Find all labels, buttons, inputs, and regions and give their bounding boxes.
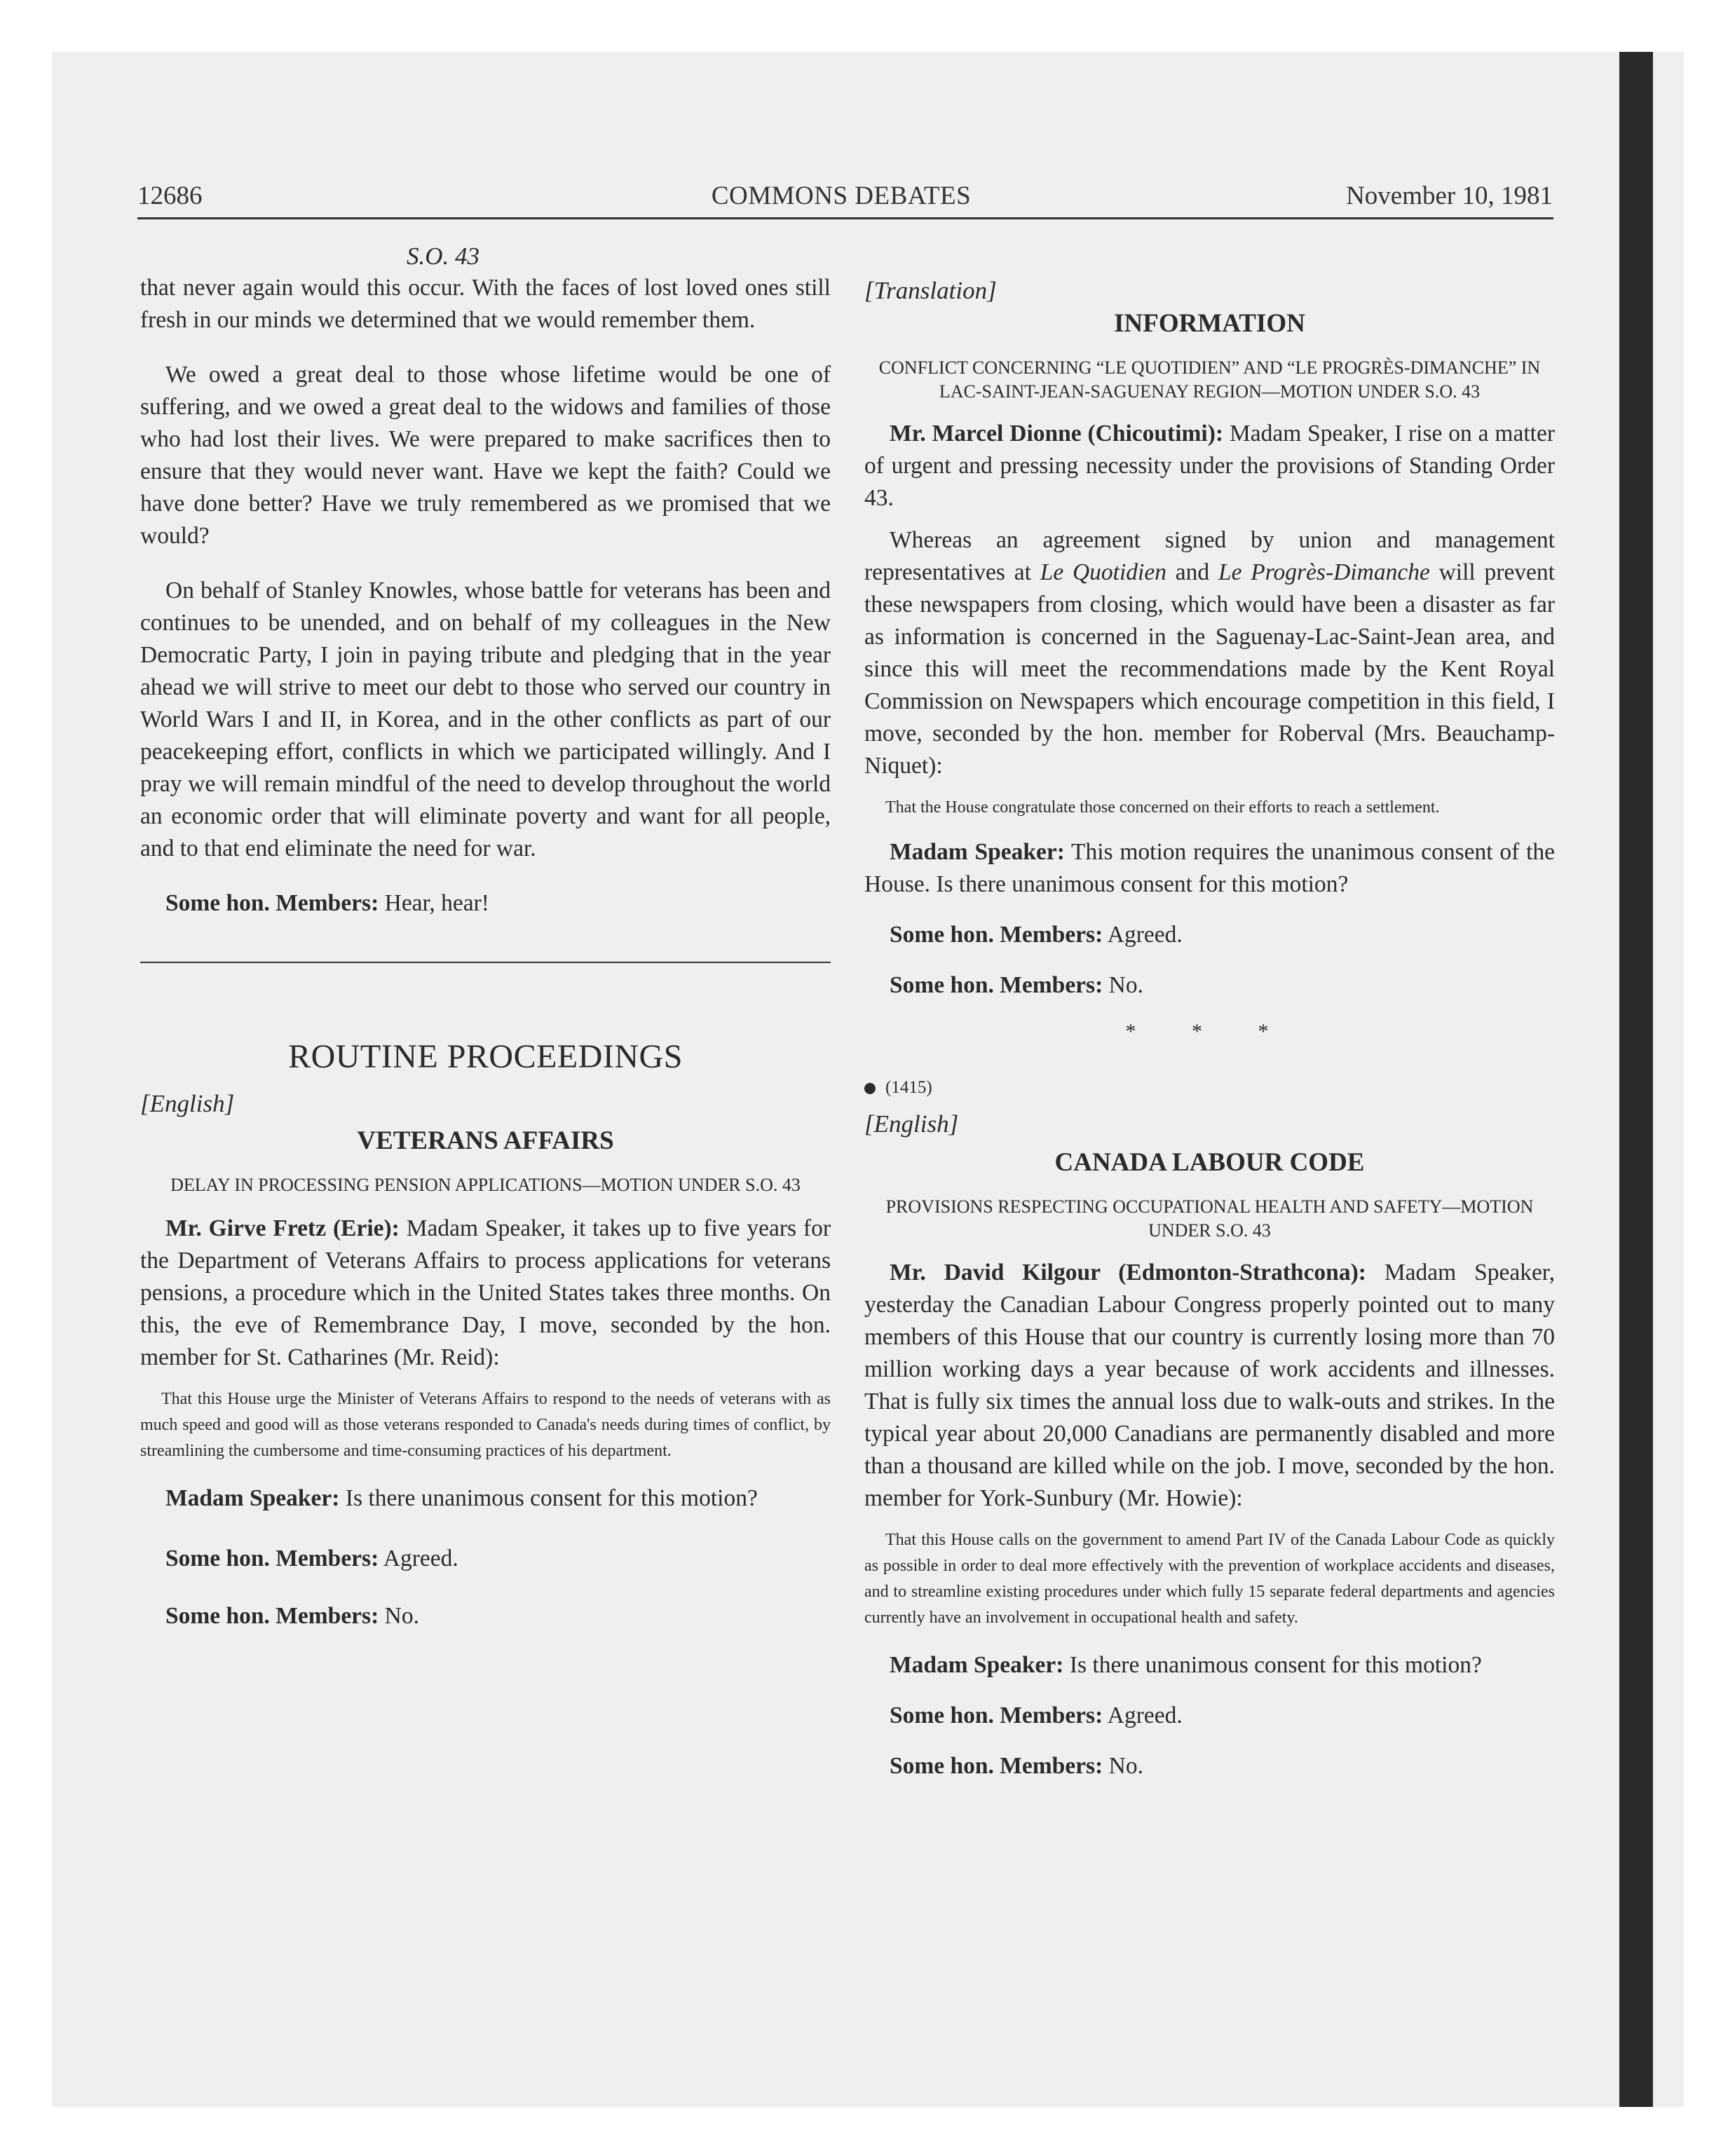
members-reply: [864, 919, 1555, 951]
heading: VETERANS AFFAIRS: [357, 1126, 614, 1155]
speaker-name: Some hon. Members:: [890, 1753, 1103, 1779]
paragraph-text: and: [1166, 559, 1218, 585]
speaker-question: [140, 1482, 831, 1515]
speech-text: Madam Speaker, I rise on a matter of urgent and pressing necessity under the provisions of Standing Order 43.: [864, 421, 1555, 511]
speaker-name: Madam Speaker:: [165, 1485, 340, 1511]
speaker-question: [864, 1649, 1555, 1681]
newspaper-title: Le Quotidien: [1040, 559, 1166, 585]
speech-text: Madam Speaker, yesterday the Canadian Labour Congress properly pointed out to many members of this House that our country is currently losing more than 70 million working days a year because of work accidents and illnesses. That is fully six times the annual loss due to walk-outs and strikes. In the typical year about 20,000 Canadians are permanently disabled and more than a thousand are killed while on the job. I move, seconded by the hon. member for York-Sunbury (Mr. Howie):: [864, 1260, 1555, 1511]
statement-text: This motion requires the unanimous consent of the House. Is there unanimous consent for this motion?: [864, 839, 1556, 897]
heading: CANADA LABOUR CODE: [1054, 1148, 1365, 1177]
bullet-dot-icon: [864, 1083, 876, 1094]
speaker-name: Mr. David Kilgour (Edmonton-Strathcona):: [890, 1260, 1366, 1285]
paragraph: that never again would this occur. With the faces of lost loved ones still fresh in our minds we determined that we would remember them.: [140, 275, 831, 333]
motion-text: That this House calls on the government to amend Part IV of the Canada Labour Code as quickly as possible in order to deal more effectively with the prevention of workplace accidents and diseases, and to streamline existing procedures under which fully 15 separate federal departments and agencies currently have an involvement in occupational health and safety.: [864, 1531, 1555, 1627]
sitting-time: [864, 1076, 1555, 1100]
speaker-name: Some hon. Members:: [890, 972, 1103, 998]
speech: [140, 1213, 831, 1374]
reply-text: Agreed.: [1103, 1703, 1183, 1728]
speaker-statement: [864, 836, 1555, 901]
members-reply: [140, 1600, 831, 1632]
paragraph-text: Whereas an agreement signed by union and management representatives at: [864, 527, 1555, 585]
reply-text: No.: [379, 1603, 419, 1629]
speech: [864, 1257, 1555, 1515]
binding-edge: [1619, 52, 1653, 2107]
left-column: [140, 241, 831, 1632]
reply-text: Hear, hear!: [379, 890, 489, 916]
speech-text: Madam Speaker, it takes up to five years for the Department of Veterans Affairs to process applications for veterans pensions, a procedure which in the United States takes three months. On this, the eve of Remembrance Day, I move, seconded by the hon. member for St. Catharines (Mr. Reid):: [140, 1215, 831, 1370]
heading: INFORMATION: [1114, 309, 1305, 338]
paragraph: We owed a great deal to those whose lifetime would be one of suffering, and we owed a great deal to the widows and families of those who had lost their lives. We were prepared to make sacrifices then to ensure that they would never want. Have we kept the faith? Could we have done better? Have we truly remembered as we promised that we would?: [140, 362, 831, 549]
speaker-name: Mr. Marcel Dionne (Chicoutimi):: [890, 421, 1224, 446]
subheading: CONFLICT CONCERNING “LE QUOTIDIEN” AND “LE PROGRÈS-DIMANCHE” IN LAC-SAINT-JEAN-SAGUENAY REGION—MOTION UNDER S.O. 43: [878, 357, 1541, 402]
reply-text: No.: [1103, 1753, 1143, 1779]
members-reply: [864, 1750, 1555, 1782]
sitting-time-text: (1415): [885, 1078, 932, 1097]
standing-order-label: S.O. 43: [407, 243, 480, 270]
members-reply: [140, 1543, 831, 1575]
speaker-name: Madam Speaker:: [890, 1652, 1064, 1678]
newspaper-title: Le Progrès-Dimanche: [1218, 559, 1430, 585]
section-title: ROUTINE PROCEEDINGS: [288, 1038, 683, 1075]
page-number: 12686: [137, 182, 203, 210]
motion-text: That the House congratulate those concerned on their efforts to reach a settlement.: [885, 798, 1440, 817]
motion-text: That this House urge the Minister of Veterans Affairs to respond to the needs of veterans with as much speed and good will as those veterans responded to Canada's needs during times of conflict, by streamlining the cumbersome and time-consuming practices of his department.: [140, 1390, 831, 1460]
reply-text: Agreed.: [379, 1546, 458, 1571]
running-title: COMMONS DEBATES: [711, 182, 972, 210]
speaker-name: Some hon. Members:: [890, 1703, 1103, 1728]
speech: [864, 418, 1555, 514]
question-text: Is there unanimous consent for this motion?: [339, 1485, 758, 1511]
question-text: Is there unanimous consent for this motion?: [1063, 1652, 1482, 1678]
members-reply: [140, 887, 831, 920]
section-break: * * *: [1125, 1020, 1294, 1043]
paragraph: On behalf of Stanley Knowles, whose battle for veterans has been and continues to be unended, and on behalf of my colleagues in the New Democratic Party, I join in paying tribute and pledging that in the year ahead we will strive to meet our debt to those who served our country in World Wars I and II, in Korea, and in the other conflicts as part of our peacekeeping effort, conflicts in which we participated willingly. And I pray we will remain mindful of the need to develop throughout the world an economic order that will eliminate poverty and want for all people, and to that end eliminate the need for war.: [140, 578, 831, 861]
reply-text: No.: [1103, 972, 1143, 998]
paragraph-text: will prevent these newspapers from closing, which would have been a disaster as far as information is concerned in the Saguenay-Lac-Saint-Jean area, and since this will meet the recommendations made by the Kent Royal Commission on Newspapers which encourage competition in this field, I move, seconded by the hon. member for Roberval (Mrs. Beauchamp-Niquet):: [864, 559, 1555, 779]
subheading: PROVISIONS RESPECTING OCCUPATIONAL HEALTH AND SAFETY—MOTION UNDER S.O. 43: [885, 1196, 1534, 1241]
speaker-name: Madam Speaker:: [890, 839, 1065, 865]
speaker-name: Some hon. Members:: [165, 890, 379, 916]
language-marker: [Translation]: [864, 277, 997, 304]
paragraph: [864, 524, 1555, 782]
language-marker: [English]: [864, 1110, 959, 1138]
language-marker: [English]: [140, 1090, 235, 1117]
page-date: November 10, 1981: [1346, 182, 1553, 210]
right-column: [864, 275, 1555, 1782]
speaker-name: Some hon. Members:: [165, 1546, 379, 1571]
speaker-name: Some hon. Members:: [890, 922, 1103, 948]
speaker-name: Mr. Girve Fretz (Erie):: [165, 1215, 400, 1241]
members-reply: [864, 969, 1555, 1002]
reply-text: Agreed.: [1103, 922, 1183, 948]
members-reply: [864, 1700, 1555, 1732]
subheading: DELAY IN PROCESSING PENSION APPLICATIONS—MOTION UNDER S.O. 43: [170, 1175, 801, 1195]
speaker-name: Some hon. Members:: [165, 1603, 379, 1629]
header-rule: [137, 217, 1553, 219]
